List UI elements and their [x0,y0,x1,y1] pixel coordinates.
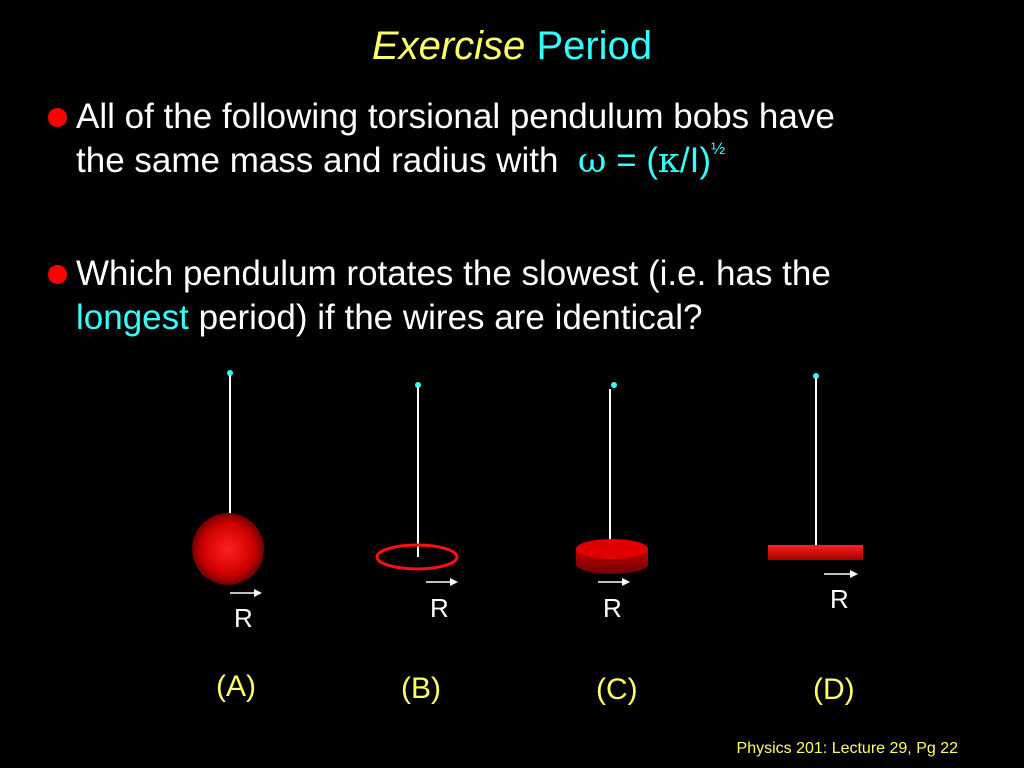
option-d-label: (D) [813,673,855,706]
radius-label-a: R [234,603,253,633]
bullet-1-line1: All of the following torsional pendulum bobs have [76,97,835,136]
sphere-bob [192,513,264,585]
option-c-label: (C) [596,673,638,706]
option-b-label: (B) [401,672,441,705]
pendulum-b [377,382,458,586]
radius-label-c: R [603,593,622,623]
option-a-label: (A) [216,670,256,703]
formula-omega: ω [577,141,607,181]
pendulum-a [192,370,264,597]
title-period: Period [536,24,653,68]
arrowhead-icon [254,589,262,597]
formula-end: /I) [679,141,711,180]
bullet-1-line2: the same mass and radius with [76,141,559,180]
formula-mid: = ( [606,141,658,180]
arrowhead-icon [450,578,458,586]
title-exercise: Exercise [371,24,526,68]
radius-label-b: R [430,593,449,623]
pendulum-c [576,382,648,586]
disk-bob [576,539,648,559]
footer-page-number: Physics 201: Lecture 29, Pg 22 [736,740,958,757]
bullet-2-line1: Which pendulum rotates the slowest (i.e. has the [76,254,831,293]
bullet-2-highlight: longest [76,298,189,337]
formula-exponent: ½ [710,139,726,158]
pendulum-d [768,373,863,578]
rod-bob [768,545,863,560]
arrowhead-icon [850,570,858,578]
pivot-point-icon [611,382,617,388]
bullet-2-line2: period) if the wires are identical? [188,298,703,337]
radius-label-d: R [830,584,849,614]
arrowhead-icon [622,578,630,586]
formula-kappa: κ [658,141,680,181]
